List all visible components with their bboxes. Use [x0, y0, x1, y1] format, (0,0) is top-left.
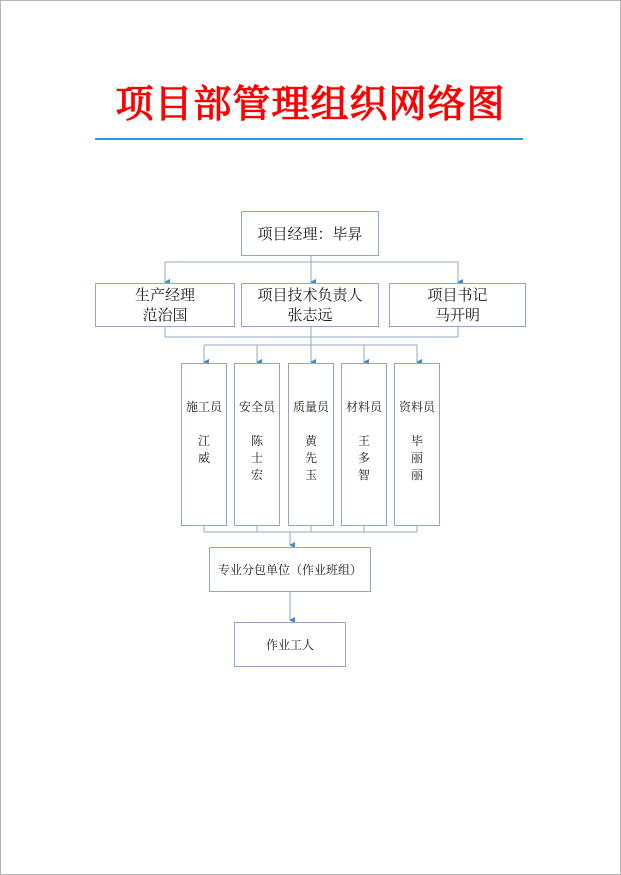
- staff-role: 质量员: [292, 400, 329, 414]
- tech-lead-box: [241, 283, 379, 327]
- staff-name: 陈士宏: [250, 434, 263, 482]
- workers-label: 作业工人: [265, 638, 314, 652]
- page-title: 项目部管理组织网络图: [115, 82, 506, 126]
- project-manager-label: 项目经理：毕昇: [257, 224, 363, 243]
- secretary-box: [389, 283, 526, 327]
- workers-box: [234, 622, 346, 667]
- staff-name: 毕丽丽: [410, 434, 423, 482]
- secretary-role: 项目书记: [427, 286, 488, 304]
- staff-role: 施工员: [185, 400, 222, 414]
- secretary-name: 马开明: [434, 306, 480, 324]
- production-manager-role: 生产经理: [134, 286, 195, 304]
- project-manager-box: [241, 211, 379, 256]
- staff-box-quality: [288, 363, 334, 526]
- tech-lead-role: 项目技术负责人: [257, 286, 363, 304]
- staff-role: 材料员: [345, 400, 382, 414]
- staff-role: 安全员: [238, 400, 275, 414]
- staff-name: 江威: [197, 434, 210, 465]
- staff-name: 黄先玉: [304, 434, 317, 482]
- staff-box-documents: [394, 363, 440, 526]
- staff-box-safety: [234, 363, 280, 526]
- production-manager-box: [95, 283, 235, 327]
- staff-box-materials: [341, 363, 387, 526]
- staff-name: 王多智: [357, 434, 370, 482]
- subcontractor-box: [209, 547, 371, 592]
- subcontractor-label: 专业分包单位（作业班组）: [217, 563, 362, 577]
- staff-box-construction: [181, 363, 227, 526]
- staff-role: 资料员: [398, 400, 435, 414]
- tech-lead-name: 张志远: [287, 306, 333, 324]
- production-manager-name: 范治国: [142, 306, 188, 324]
